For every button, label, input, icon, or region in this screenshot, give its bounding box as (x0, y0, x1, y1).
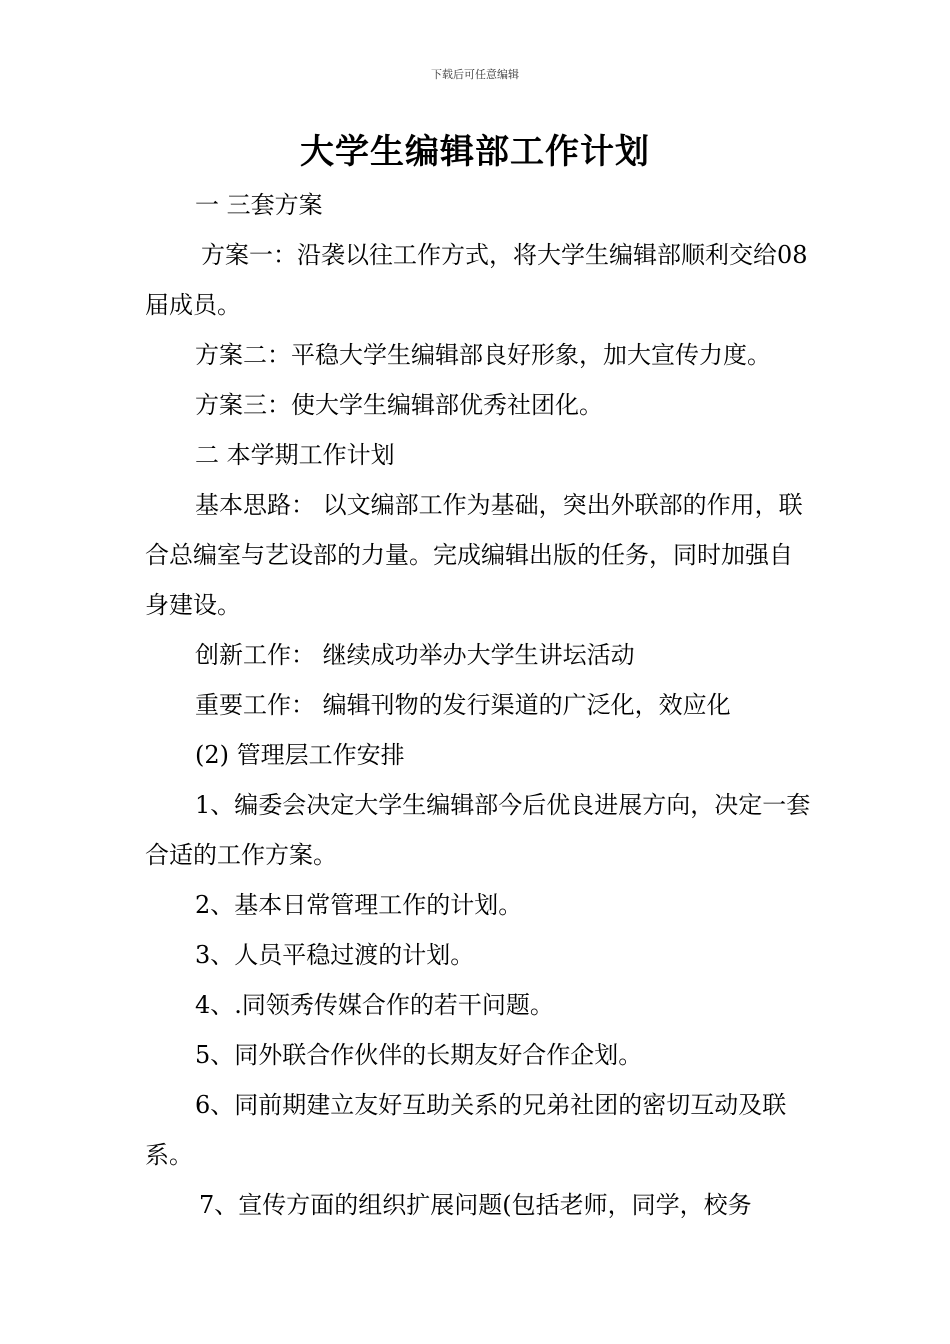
paragraph-important-work: 重要工作： 编辑刊物的发行渠道的广泛化，效应化 (195, 691, 731, 719)
list-item-3: 3、人员平稳过渡的计划。 (195, 941, 475, 969)
paragraph-plan-2: 方案二：平稳大学生编辑部良好形象，加大宣传力度。 (195, 341, 771, 369)
section-heading-1: 一 三套方案 (195, 191, 323, 219)
document-body (145, 180, 813, 1230)
list-item-6: 6、同前期建立友好互助关系的兄弟社团的密切互动及联系。 (145, 1091, 787, 1169)
paragraph-plan-1: 方案一：沿袭以往工作方式，将大学生编辑部顺利交给08届成员。 (145, 241, 808, 319)
paragraph-innovation-work: 创新工作： 继续成功举办大学生讲坛活动 (195, 641, 635, 669)
list-item-7: 7、宣传方面的组织扩展问题(包括老师，同学，校务 (199, 1191, 752, 1219)
list-item-2: 2、基本日常管理工作的计划。 (195, 891, 523, 919)
list-item-5: 5、同外联合作伙伴的长期友好合作企划。 (195, 1041, 643, 1069)
section-heading-2: 二 本学期工作计划 (195, 441, 395, 469)
section-heading-3: (2) 管理层工作安排 (195, 741, 405, 769)
paragraph-plan-3: 方案三：使大学生编辑部优秀社团化。 (195, 391, 603, 419)
list-item-1: 1、编委会决定大学生编辑部今后优良进展方向，决定一套合适的工作方案。 (145, 791, 811, 869)
list-item-4: 4、.同领秀传媒合作的若干问题。 (195, 991, 554, 1019)
paragraph-basic-idea: 基本思路： 以文编部工作为基础，突出外联部的作用，联合总编室与艺设部的力量。完成编辑出版的任务，同时加强自身建设。 (145, 491, 803, 619)
document-title: 大学生编辑部工作计划 (300, 132, 650, 172)
page-header-note: 下载后可任意编辑 (431, 68, 519, 81)
